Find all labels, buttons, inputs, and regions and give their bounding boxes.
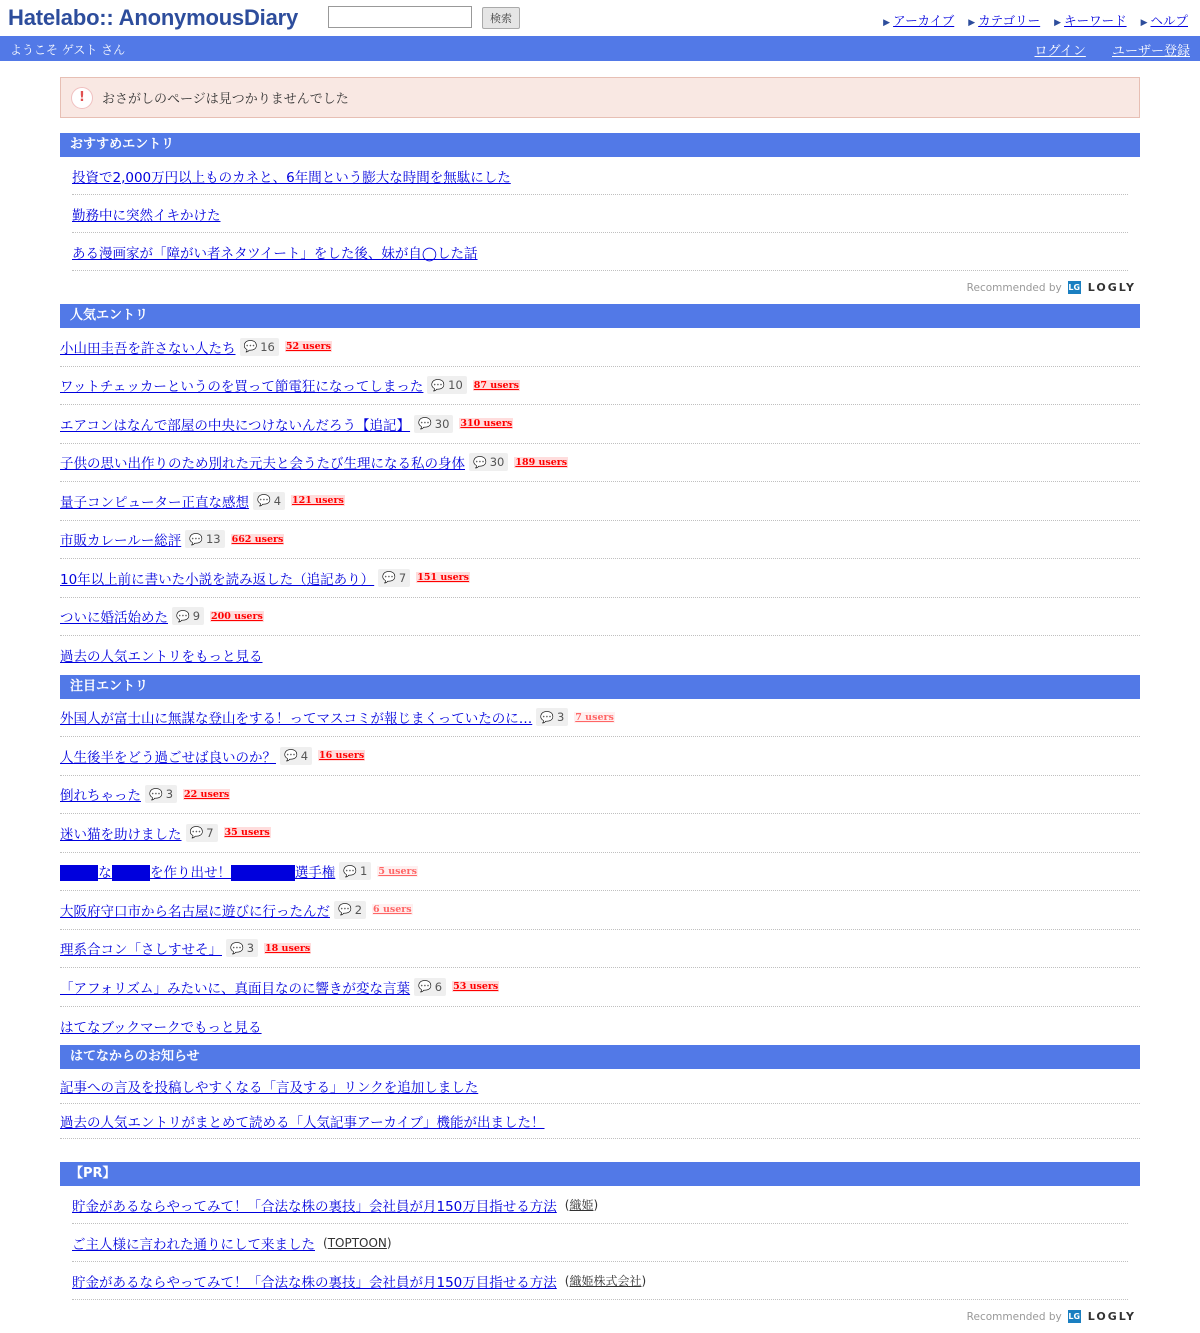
comment-bubble-icon: 💬 — [431, 378, 446, 392]
news-heading: はてなからのお知らせ — [60, 1045, 1140, 1069]
entry-link[interactable]: 外国人が富士山に無謀な登山をする！ってマスコミが報じまくっていたのに… — [60, 711, 533, 728]
popular-list — [60, 328, 1140, 675]
bookmark-users-badge[interactable]: 35 users — [224, 827, 270, 839]
comment-bubble-icon: 💬 — [418, 980, 432, 994]
list-item — [60, 814, 1140, 853]
redacted-text: ■■■■■ — [231, 865, 295, 882]
comment-count[interactable] — [427, 376, 466, 394]
list-item — [60, 737, 1140, 776]
register-link[interactable]: ユーザー登録 — [1111, 44, 1190, 59]
list-item — [60, 482, 1140, 521]
not-found-alert — [60, 77, 1140, 118]
chevron-right-icon: ▶ — [1054, 18, 1062, 28]
hot-list — [60, 699, 1140, 1046]
list-item — [72, 157, 1128, 195]
bookmark-users-badge[interactable]: 662 users — [231, 533, 284, 545]
search-button[interactable]: 検索 — [482, 7, 520, 29]
comment-bubble-icon: 💬 — [189, 826, 204, 840]
pr-heading: 【PR】 — [60, 1162, 1140, 1186]
comment-count[interactable] — [339, 862, 371, 880]
logly-logo-icon[interactable]: LG — [1068, 283, 1081, 292]
list-item — [60, 521, 1140, 560]
comment-count-value: 2 — [354, 902, 363, 917]
comment-count[interactable] — [414, 978, 446, 996]
comment-count-value: 7 — [398, 570, 407, 585]
list-item — [60, 559, 1140, 598]
list-item — [60, 636, 1140, 675]
entry-link[interactable]: ワットチェッカーというのを買って節電狂になってしまった — [60, 379, 424, 396]
recommend-link[interactable]: 投資で2,000万円以上ものカネと、6年間という膨大な時間を無駄にした — [72, 169, 511, 186]
list-item — [60, 444, 1140, 483]
pr-link[interactable]: 貯金があるならやってみて！「合法な株の裏技」会社員が月150万目指せる方法 — [72, 1198, 557, 1215]
comment-count-value: 30 — [434, 416, 450, 431]
main-content — [60, 77, 1140, 1333]
comment-count-value: 9 — [192, 609, 201, 624]
entry-link[interactable]: 大阪府守口市から名古屋に遊びに行ったんだ — [60, 903, 330, 920]
bookmark-users-badge[interactable]: 87 users — [473, 379, 519, 391]
comment-count-value: 4 — [273, 493, 282, 508]
welcome-text: ようこそ ゲスト さん — [10, 43, 126, 57]
recommend-link[interactable]: ある漫画家が「障がい者ネタツイート」をした後、妹が自◯した話 — [72, 245, 478, 262]
logly-logo-icon[interactable]: LG — [1068, 1312, 1081, 1321]
entry-link[interactable]: 迷い猫を助けました — [60, 826, 182, 843]
bookmark-users-badge[interactable]: 7 users — [575, 711, 614, 723]
bookmark-users-badge[interactable]: 5 users — [378, 865, 417, 877]
entry-link[interactable]: 人生後半をどう過ごせば良いのか？ — [60, 749, 276, 766]
comment-count[interactable] — [469, 453, 508, 471]
chevron-right-icon: ▶ — [883, 18, 891, 28]
bookmark-users-badge[interactable]: 18 users — [265, 942, 311, 954]
logly-wordmark[interactable]: LOGLY — [1087, 281, 1136, 294]
pr-link[interactable]: 貯金があるならやってみて！「合法な株の裏技」会社員が月150万目指せる方法 — [72, 1274, 557, 1291]
comment-count[interactable] — [172, 607, 204, 625]
comment-bubble-icon: 💬 — [257, 494, 271, 508]
bookmark-users-badge[interactable]: 53 users — [453, 981, 499, 993]
user-bar — [0, 36, 1200, 61]
nav-archive-link[interactable]: アーカイブ — [893, 13, 955, 28]
list-item — [72, 233, 1128, 271]
comment-count[interactable] — [334, 901, 366, 919]
pr-source-link[interactable]: TOPTOON — [327, 1235, 387, 1250]
comment-count-value: 3 — [246, 941, 255, 956]
recommended-by-label: Recommended by — [966, 1310, 1062, 1323]
entry-link[interactable]: ■■■な■■■を作り出せ！■■■■■選手権 — [60, 865, 336, 882]
list-item: ご主人様に言われた通りにして来ました (TOPTOON) — [72, 1224, 1128, 1262]
comment-count-value: 13 — [205, 532, 221, 547]
exclamation-icon: ! — [71, 87, 93, 109]
list-item — [60, 328, 1140, 367]
top-header — [0, 0, 1200, 36]
pr-source-link[interactable]: 織姫 — [569, 1198, 594, 1212]
news-link[interactable]: 記事への言及を投稿しやすくなる「言及する」リンクを追加しました — [60, 1080, 479, 1096]
list-item — [60, 968, 1140, 1007]
list-item — [60, 405, 1140, 444]
comment-count-value: 16 — [260, 339, 275, 354]
news-link[interactable]: 過去の人気エントリがまとめて読める「人気記事アーカイブ」機能が出ました！ — [60, 1115, 545, 1131]
login-link[interactable]: ログイン — [1034, 44, 1086, 59]
comment-count-value: 3 — [556, 710, 565, 725]
comment-bubble-icon: 💬 — [243, 340, 258, 354]
bookmark-users-badge[interactable]: 6 users — [373, 904, 412, 916]
list-item — [60, 367, 1140, 406]
comment-count[interactable] — [186, 824, 218, 842]
popular-heading: 人気エントリ — [60, 304, 1140, 328]
comment-bubble-icon: 💬 — [382, 571, 396, 585]
comment-bubble-icon: 💬 — [189, 532, 203, 546]
comment-count[interactable] — [226, 939, 258, 957]
list-item — [60, 776, 1140, 815]
comment-count-value: 7 — [206, 825, 214, 840]
comment-count-value: 1 — [360, 864, 368, 879]
bookmark-users-badge[interactable]: 52 users — [285, 341, 332, 353]
comment-bubble-icon: 💬 — [284, 749, 298, 763]
list-item — [60, 1069, 1140, 1104]
comment-count[interactable] — [253, 492, 285, 510]
nav-category-link[interactable]: カテゴリー — [978, 13, 1041, 28]
comment-bubble-icon: 💬 — [540, 710, 554, 724]
redacted-text: ■■■ — [60, 865, 99, 882]
pr-link[interactable]: ご主人様に言われた通りにして来ました — [72, 1236, 315, 1253]
comment-count[interactable] — [240, 338, 279, 356]
entry-link[interactable]: 市販カレールー総評 — [60, 533, 182, 550]
entry-link[interactable]: 量子コンピューター正直な感想 — [60, 494, 249, 511]
list-item — [60, 930, 1140, 969]
entry-link[interactable]: エアコンはなんで部屋の中央につけないんだろう【追記】 — [60, 417, 411, 434]
chevron-right-icon: ▶ — [968, 18, 976, 28]
recommended-by-label: Recommended by — [966, 281, 1062, 294]
search-input[interactable] — [328, 6, 472, 28]
recommend-heading: おすすめエントリ — [60, 133, 1140, 157]
list-item — [60, 598, 1140, 637]
comment-count[interactable] — [145, 785, 177, 803]
comment-count[interactable] — [414, 415, 453, 433]
bookmark-users-badge[interactable]: 200 users — [211, 610, 263, 622]
recommend-link[interactable]: 勤務中に突然イキかけた — [72, 207, 221, 224]
comment-count-value: 30 — [489, 455, 505, 470]
pr-source-link[interactable]: 織姫株式会社 — [569, 1274, 642, 1288]
bookmark-users-badge[interactable]: 22 users — [184, 788, 230, 800]
comment-bubble-icon: 💬 — [473, 455, 487, 469]
comment-count-value: 3 — [165, 787, 174, 802]
recommended-by — [60, 271, 1140, 304]
list-item: 貯金があるならやってみて！「合法な株の裏技」会社員が月150万目指せる方法 (織姫株式会社) — [72, 1262, 1128, 1300]
entry-link[interactable]: 倒れちゃった — [60, 788, 141, 805]
comment-bubble-icon: 💬 — [343, 864, 358, 878]
comment-count-value: 4 — [300, 748, 309, 763]
comment-bubble-icon: 💬 — [149, 787, 163, 801]
redacted-text: ■■■ — [111, 865, 151, 882]
recommended-by — [60, 1300, 1140, 1333]
logly-wordmark[interactable]: LOGLY — [1087, 1310, 1136, 1323]
top-nav — [873, 11, 1188, 29]
list-item — [60, 1007, 1140, 1046]
comment-bubble-icon: 💬 — [230, 941, 244, 955]
hot-heading: 注目エントリ — [60, 675, 1140, 699]
nav-help-link[interactable]: ヘルプ — [1150, 13, 1188, 28]
entry-link[interactable]: ついに婚活始めた — [60, 610, 168, 627]
comment-bubble-icon: 💬 — [176, 609, 190, 623]
entry-link[interactable]: 子供の思い出作りのため別れた元夫と会うたび生理になる私の身体 — [60, 456, 465, 473]
entry-link[interactable]: 理系合コン「さしすせそ」 — [60, 942, 222, 959]
list-item — [60, 853, 1140, 892]
bookmark-users-badge[interactable]: 189 users — [515, 456, 568, 468]
more-link[interactable]: はてなブックマークでもっと見る — [60, 1019, 262, 1036]
comment-bubble-icon: 💬 — [338, 903, 352, 917]
bookmark-users-badge[interactable]: 151 users — [417, 572, 470, 584]
alert-message: おさがしのページは見つかりませんでした — [102, 92, 349, 107]
site-logo[interactable]: Hatelabo:: AnonymousDiary — [8, 5, 299, 30]
list-item — [60, 1104, 1140, 1139]
nav-keyword-link[interactable]: キーワード — [1064, 13, 1127, 28]
list-item: 貯金があるならやってみて！「合法な株の裏技」会社員が月150万目指せる方法 (織姫) — [72, 1186, 1128, 1224]
entry-link[interactable]: 10年以上前に書いた小説を読み返した（追記あり） — [60, 571, 375, 588]
comment-count[interactable] — [536, 708, 568, 726]
chevron-right-icon: ▶ — [1140, 18, 1148, 28]
comment-count[interactable] — [280, 747, 312, 765]
bookmark-users-badge[interactable]: 121 users — [292, 495, 344, 507]
recommend-list — [72, 157, 1128, 271]
bookmark-users-badge[interactable]: 310 users — [460, 418, 513, 430]
bookmark-users-badge[interactable]: 16 users — [319, 750, 365, 762]
list-item — [72, 195, 1128, 233]
comment-count-value: 6 — [434, 979, 443, 994]
entry-link[interactable]: 「アフォリズム」みたいに、真面目なのに響きが変な言葉 — [60, 980, 411, 997]
list-item — [60, 891, 1140, 930]
comment-count-value: 10 — [448, 378, 463, 393]
more-link[interactable]: 過去の人気エントリをもっと見る — [60, 649, 263, 666]
comment-bubble-icon: 💬 — [418, 417, 432, 431]
list-item — [60, 699, 1140, 738]
entry-link[interactable]: 小山田圭吾を許さない人たち — [60, 340, 236, 357]
comment-count[interactable] — [185, 530, 224, 548]
comment-count[interactable] — [378, 569, 410, 587]
